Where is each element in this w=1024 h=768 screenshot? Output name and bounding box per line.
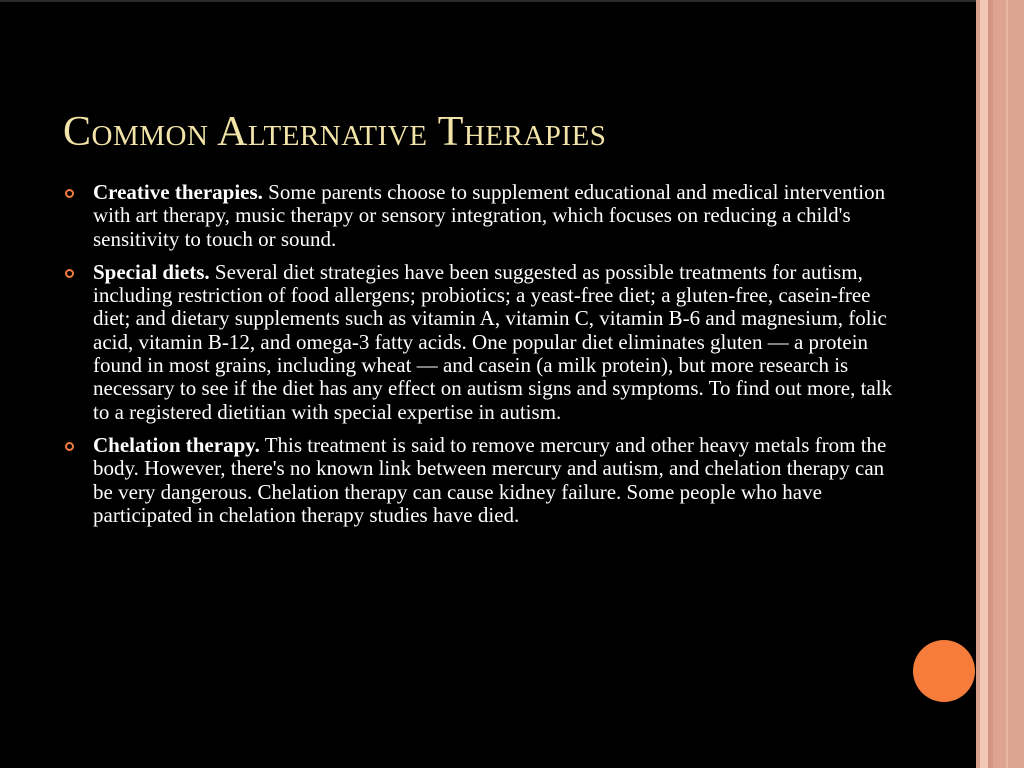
bullet-list xyxy=(93,181,893,537)
hollow-circle-icon xyxy=(65,442,74,451)
list-item xyxy=(93,434,893,527)
list-item xyxy=(93,181,893,251)
slide-title: Common Alternative Therapies xyxy=(63,109,607,155)
hollow-circle-icon xyxy=(65,269,74,278)
bullet-text: This treatment is said to remove mercury and other heavy metals from the body. However, there's no known link between mercury and autism, and chelation therapy can be very dangerous. Chelation therapy can cause kidney failure. Some people who have participated in chelation therapy studies have died. xyxy=(93,432,887,527)
bullet-term: Special diets. xyxy=(93,259,210,284)
orange-circle-icon xyxy=(913,640,975,702)
bullet-text: Several diet strategies have been suggested as possible treatments for autism, including restriction of food allergens; probiotics; a yeast-free diet; a gluten-free, casein-free diet; and dietary supplements such as vitamin A, vitamin C, vitamin B-6 and magnesium, folic acid, vitamin B-12, and omega-3 fatty acids. One popular diet eliminates gluten — a protein found in most grains, including wheat — and casein (a milk protein), but more research is necessary to see if the diet has any effect on autism signs and symptoms. To find out more, talk to a registered dietitian with special expertise in autism. xyxy=(93,259,893,424)
bullet-text: Some parents choose to supplement educational and medical intervention with art therapy, music therapy or sensory integration, which focuses on reducing a child's sensitivity to touch or sound. xyxy=(93,180,886,251)
decorative-stripe xyxy=(1006,0,1008,768)
list-item xyxy=(93,261,893,424)
decorative-stripe xyxy=(980,0,988,768)
hollow-circle-icon xyxy=(65,189,74,198)
decorative-stripe xyxy=(993,0,1024,768)
bullet-term: Chelation therapy. xyxy=(93,432,260,457)
top-divider xyxy=(0,0,1024,2)
bullet-term: Creative therapies. xyxy=(93,180,263,204)
